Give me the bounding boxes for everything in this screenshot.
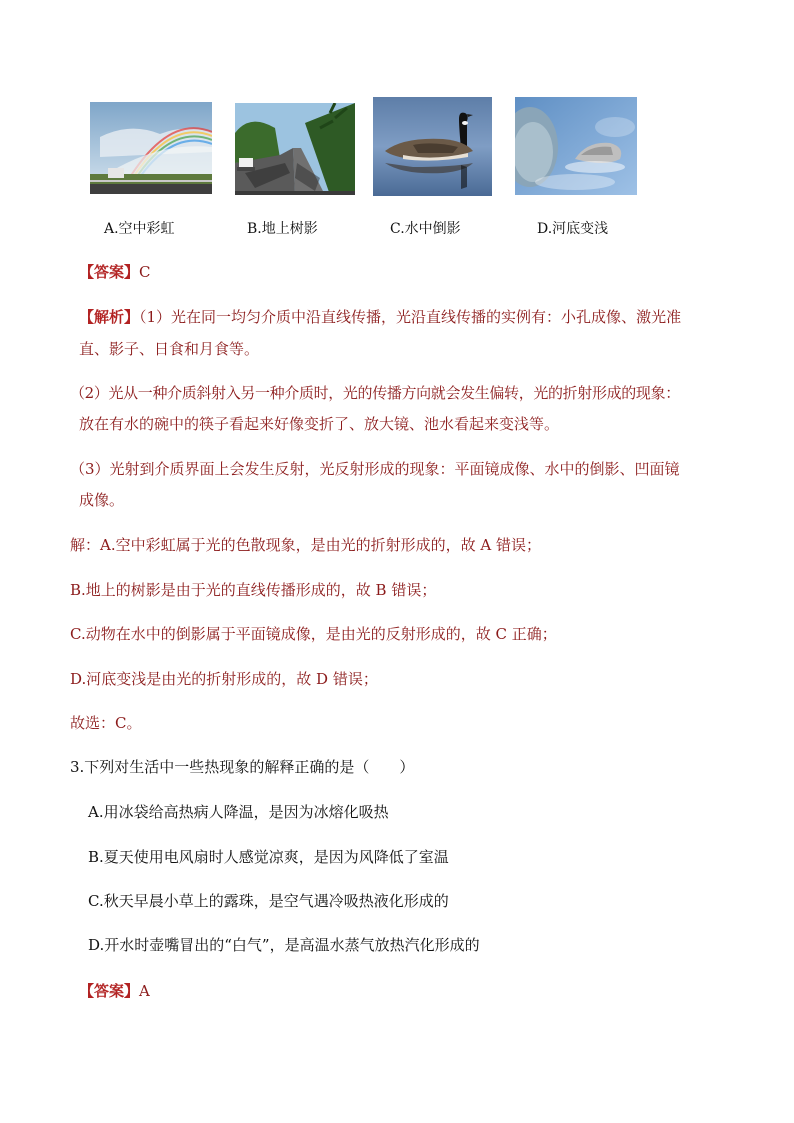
answer-value: C (139, 263, 151, 281)
solution-a: 解：A.空中彩虹属于光的色散现象，是由光的折射形成的，故 A 错误； (70, 536, 541, 554)
solution-b: B.地上的树影是由于光的直线传播形成的，故 B 错误； (70, 581, 437, 599)
analysis-line-3a: （3）光射到介质界面上会发生反射，光反射形成的现象：平面镜成像、水中的倒影、凹面镜 (70, 460, 680, 478)
solution-c: C.动物在水中的倒影属于平面镜成像，是由光的反射形成的，故 C 正确； (70, 625, 557, 643)
final-choice: 故选：C。 (70, 714, 142, 732)
analysis-tag: 【解析】 (79, 308, 140, 326)
tree-shadow-road-photo (235, 103, 355, 195)
answer-tag: 【答案】 (79, 263, 140, 281)
analysis-line-1a (79, 307, 681, 327)
q3-option-b: B.夏天使用电风扇时人感觉凉爽，是因为风降低了室温 (88, 848, 449, 866)
analysis-line-3b: 成像。 (79, 491, 125, 509)
rainbow-photo (90, 102, 212, 194)
q3-option-d: D.开水时壶嘴冒出的“白气”，是高温水蒸气放热汽化形成的 (88, 936, 480, 954)
solution-d: D.河底变浅是由光的折射形成的，故 D 错误； (70, 670, 378, 688)
q3-option-a: A.用冰袋给高热病人降温，是因为冰熔化吸热 (88, 803, 389, 821)
q3-answer-value: A (139, 982, 150, 1000)
analysis-line-2b: 放在有水的碗中的筷子看起来好像变折了、放大镜、池水看起来变浅等。 (79, 415, 560, 433)
q3-option-c: C.秋天早晨小草上的露珠，是空气遇冷吸热液化形成的 (88, 892, 449, 910)
analysis-text: （1）光在同一均匀介质中沿直线传播，光沿直线传播的实例有：小孔成像、激光准 (139, 308, 682, 326)
analysis-line-2a: （2）光从一种介质斜射入另一种介质时，光的传播方向就会发生偏转，光的折射形成的现象： (70, 384, 680, 402)
caption-d: D.河底变浅 (537, 221, 609, 237)
caption-a: A.空中彩虹 (104, 221, 175, 237)
q3-answer (79, 981, 150, 1001)
caption-b: B.地上树影 (247, 221, 318, 237)
q3-question: 3.下列对生活中一些热现象的解释正确的是（ ） (70, 758, 415, 776)
riverbed-stone-photo (515, 97, 637, 195)
goose-reflection-photo (373, 97, 492, 196)
analysis-line-1b: 直、影子、日食和月食等。 (79, 340, 260, 358)
q2-answer (79, 262, 151, 282)
q3-answer-tag: 【答案】 (79, 982, 140, 1000)
caption-c: C.水中倒影 (390, 221, 461, 237)
